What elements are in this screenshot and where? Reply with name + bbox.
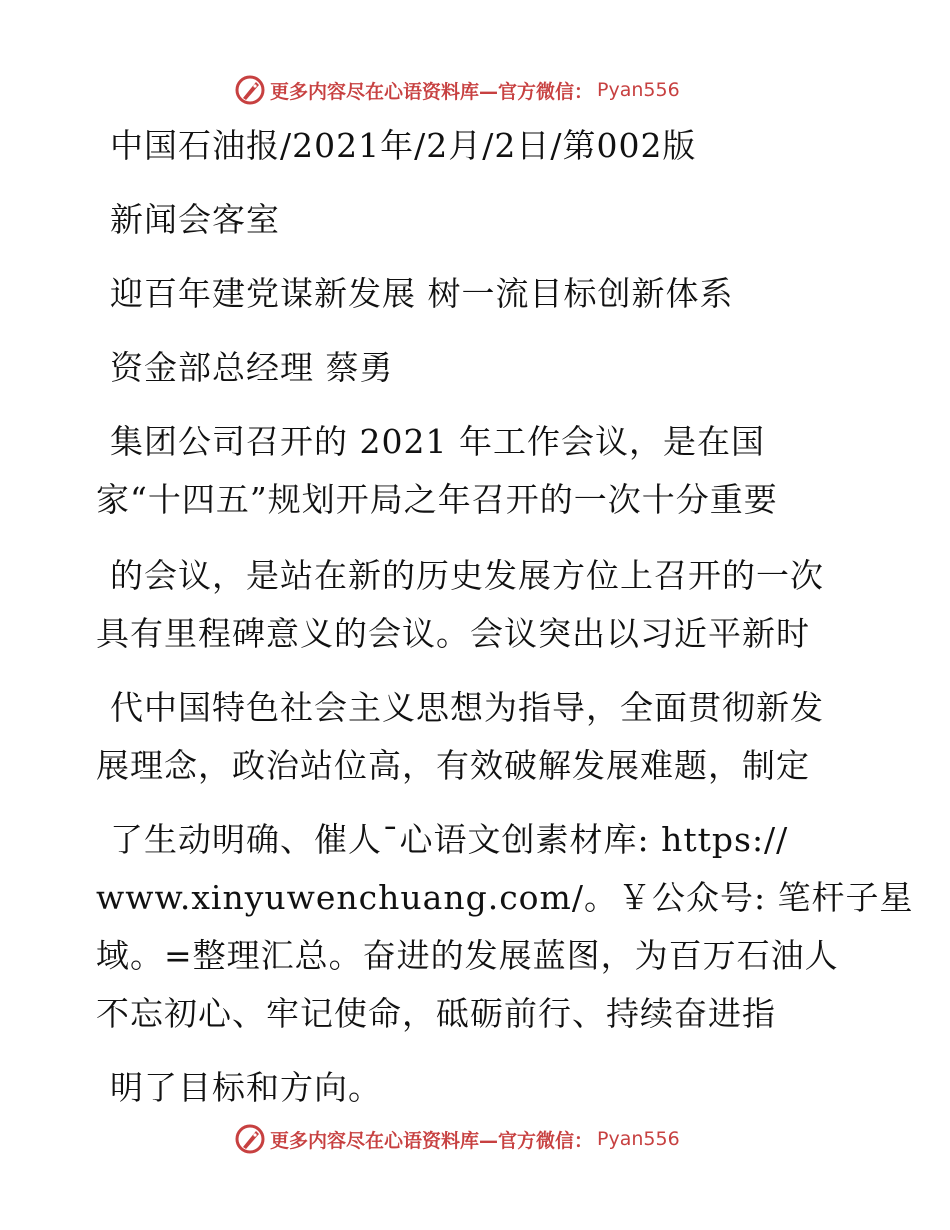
article-byline: 资金部总经理 蔡勇 xyxy=(110,348,394,387)
body-line: 代中国特色社会主义思想为指导，全面贯彻新发 xyxy=(110,688,824,727)
watermark-wechat-id: Pyan556 xyxy=(597,1128,680,1150)
article-headline: 迎百年建党谋新发展 树一流目标创新体系 xyxy=(110,274,734,313)
pen-nib-logo-icon xyxy=(234,74,266,106)
body-line: www.xinyuwenchuang.com/。￥公众号: 笔杆子星 xyxy=(96,878,914,917)
article-column: 新闻会客室 xyxy=(110,200,280,239)
watermark-footer xyxy=(234,1121,680,1157)
body-line: 域。=整理汇总。奋进的发展蓝图，为百万石油人 xyxy=(96,936,839,975)
body-line: 的会议，是站在新的历史发展方位上召开的一次 xyxy=(110,556,824,595)
body-line: 具有里程碑意义的会议。会议突出以习近平新时 xyxy=(96,614,810,653)
body-line: 展理念，政治站位高，有效破解发展难题，制定 xyxy=(96,746,810,785)
article-source: 中国石油报/2021年/2月/2日/第002版 xyxy=(110,126,697,165)
watermark-wechat-id: Pyan556 xyxy=(597,79,680,101)
watermark-text: 更多内容尽在心语资料库—官方微信： xyxy=(270,80,594,103)
pen-nib-logo-icon xyxy=(234,1123,266,1155)
body-line: 家“十四五”规划开局之年召开的一次十分重要 xyxy=(96,480,778,519)
body-line: 了生动明确、催人¯心语文创素材库: https:// xyxy=(110,820,789,859)
watermark-text: 更多内容尽在心语资料库—官方微信： xyxy=(270,1129,594,1152)
body-line: 不忘初心、牢记使命，砥砺前行、持续奋进指 xyxy=(96,994,776,1033)
watermark-header xyxy=(234,72,680,108)
body-line: 集团公司召开的 2021 年工作会议，是在国 xyxy=(110,422,765,461)
body-line: 明了目标和方向。 xyxy=(110,1068,382,1107)
